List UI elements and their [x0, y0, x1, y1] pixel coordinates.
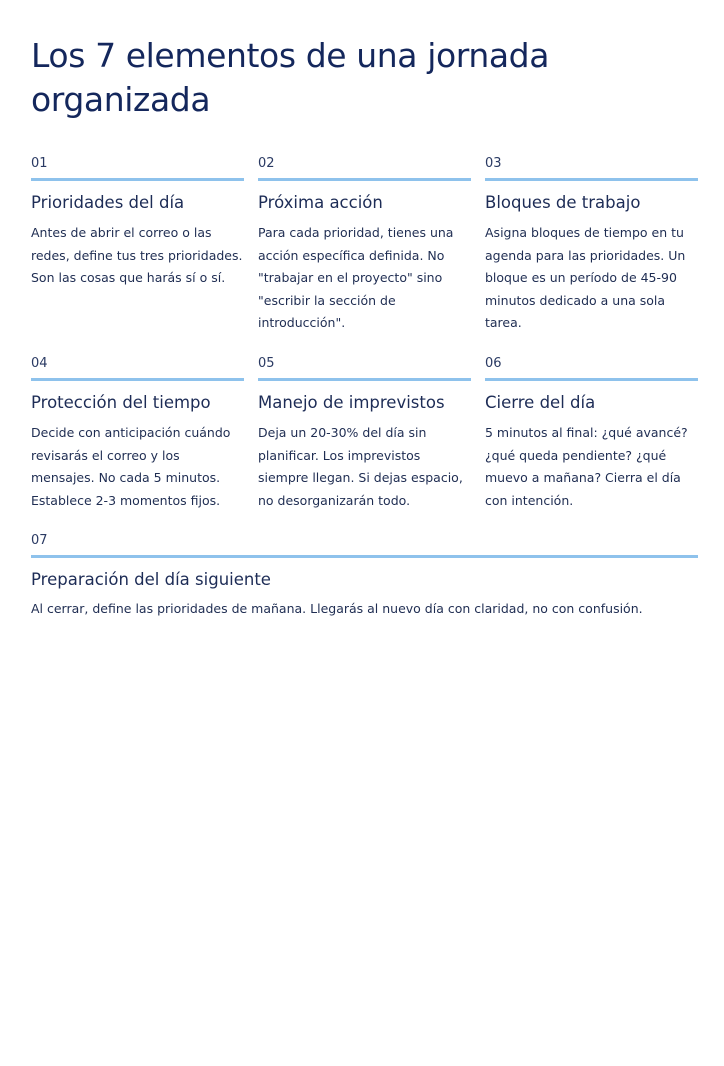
element-number: 04 — [31, 356, 244, 381]
element-number: 03 — [485, 156, 698, 181]
element-description: 5 minutos al final: ¿qué avancé? ¿qué queda pendiente? ¿qué muevo a mañana? Cierra el día con intención. — [485, 425, 688, 508]
element-number: 05 — [258, 356, 471, 381]
element-description: Decide con anticipación cuándo revisarás el correo y los mensajes. No cada 5 minutos. Establece 2-3 momentos fijos. — [31, 425, 231, 508]
element-description: Deja un 20-30% del día sin planificar. Los imprevistos siempre llegan. Si dejas espacio, no desorganizarán todo. — [258, 425, 463, 508]
element-card-05 — [258, 356, 471, 556]
elements-grid — [31, 156, 696, 556]
element-description: Al cerrar, define las prioridades de mañana. Llegarás al nuevo día con claridad, no con confusión. — [31, 601, 643, 616]
element-description: Asigna bloques de tiempo en tu agenda para las prioridades. Un bloque es un período de 45-90 minutos dedicado a una sola tarea. — [485, 225, 686, 331]
element-heading: Próxima acción — [258, 193, 383, 212]
element-card-04 — [31, 356, 244, 556]
page-title: Los 7 elementos de una jornada organizada — [31, 36, 550, 119]
element-heading: Preparación del día siguiente — [31, 570, 271, 589]
element-card-07 — [31, 533, 698, 733]
element-heading: Bloques de trabajo — [485, 193, 641, 212]
element-card-02 — [258, 156, 471, 356]
element-number: 06 — [485, 356, 698, 381]
element-card-06 — [485, 356, 698, 556]
element-heading: Prioridades del día — [31, 193, 185, 212]
element-number: 01 — [31, 156, 244, 181]
element-description: Antes de abrir el correo o las redes, define tus tres prioridades. Son las cosas que harás sí o sí. — [31, 225, 243, 286]
element-card-01 — [31, 156, 244, 356]
element-number: 07 — [31, 533, 698, 558]
element-number: 02 — [258, 156, 471, 181]
element-description: Para cada prioridad, tienes una acción específica definida. No "trabajar en el proyecto" sino "escribir la sección de introducción". — [258, 225, 454, 331]
element-card-03 — [485, 156, 698, 356]
element-heading: Manejo de imprevistos — [258, 393, 445, 412]
element-heading: Cierre del día — [485, 393, 596, 412]
element-heading: Protección del tiempo — [31, 393, 211, 412]
